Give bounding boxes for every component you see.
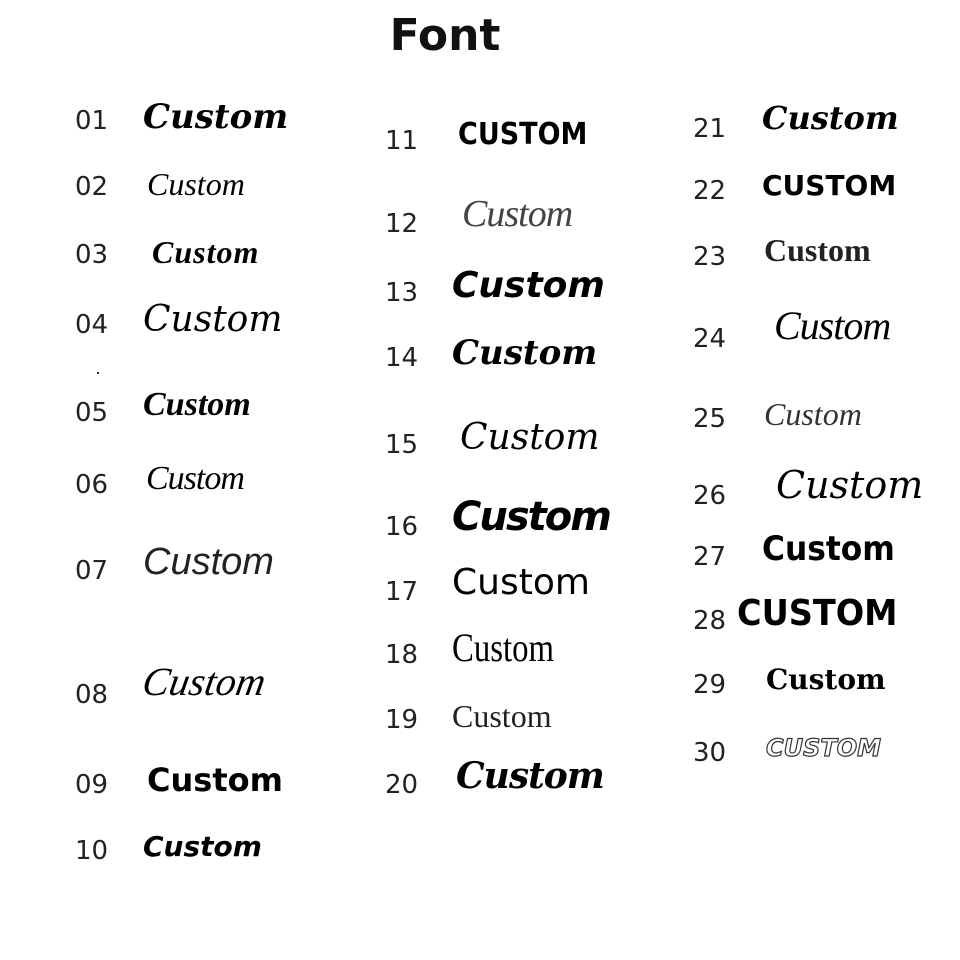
font-sample-06: Custom [146, 460, 244, 497]
font-number: 09 [75, 770, 109, 800]
font-number: 04 [75, 310, 109, 340]
font-sample-10: Custom [143, 830, 262, 863]
font-number: 14 [385, 343, 419, 373]
font-sample-27: Custom [762, 529, 895, 569]
font-sample-11: CUSTOM [458, 117, 588, 152]
font-sample-24: Custom [774, 303, 891, 348]
font-number: 13 [385, 278, 419, 308]
font-sample-01: Custom [143, 97, 289, 137]
font-sample-22: CUSTOM [762, 169, 897, 202]
font-sample-28: CUSTOM [737, 593, 898, 634]
font-number: 01 [75, 106, 109, 136]
page-title: Font [389, 10, 501, 61]
font-number: 19 [385, 705, 419, 735]
font-number: 17 [385, 577, 419, 607]
font-sample-09: Custom [147, 761, 283, 799]
font-sample-17: Custom [452, 562, 590, 603]
font-sample-18: Custom [452, 625, 555, 670]
font-number: 22 [693, 176, 727, 206]
font-number: 15 [385, 430, 419, 460]
font-number: 30 [693, 738, 727, 768]
font-sample-19: Custom [452, 698, 552, 734]
font-number: 18 [385, 640, 419, 670]
font-number: 03 [75, 240, 109, 270]
font-number: 28 [693, 606, 727, 636]
font-number: 26 [693, 481, 727, 511]
font-sample-05: Custom [143, 386, 251, 423]
font-sample-25: Custom [764, 396, 862, 432]
font-number: 12 [385, 209, 419, 239]
stray-dot [97, 372, 99, 374]
font-number: 29 [693, 670, 727, 700]
font-number: 08 [75, 680, 109, 710]
font-sample-14: Custom [452, 333, 598, 373]
font-number: 23 [693, 242, 727, 272]
font-number: 05 [75, 398, 109, 428]
font-number: 11 [385, 126, 419, 156]
font-number: 10 [75, 836, 109, 866]
font-sample-07: Custom [143, 541, 274, 583]
font-number: 02 [75, 172, 109, 202]
font-number: 21 [693, 114, 727, 144]
font-sample-04: Custom [143, 299, 283, 340]
font-sample-02: Custom [147, 166, 245, 202]
font-number: 16 [385, 512, 419, 542]
font-sample-26: Custom [776, 463, 924, 507]
font-sample-23: Custom [764, 232, 871, 268]
font-sample-20: Custom [456, 755, 604, 797]
font-number: 24 [693, 324, 727, 354]
font-sample-13: Custom [452, 265, 605, 306]
font-sample-03: Custom [152, 234, 260, 270]
font-sample-16: Custom [452, 494, 610, 540]
font-sample-29: Custom [766, 663, 886, 696]
font-sample-30: CUSTOM [766, 734, 882, 762]
font-number: 20 [385, 770, 419, 800]
font-number: 06 [75, 470, 109, 500]
font-sample-12: Custom [462, 193, 573, 235]
font-sample-21: Custom [762, 99, 899, 137]
font-sample-08: Custom [139, 659, 270, 704]
font-number: 27 [693, 542, 727, 572]
font-number: 07 [75, 556, 109, 586]
font-number: 25 [693, 404, 727, 434]
font-sample-15: Custom [460, 417, 600, 458]
